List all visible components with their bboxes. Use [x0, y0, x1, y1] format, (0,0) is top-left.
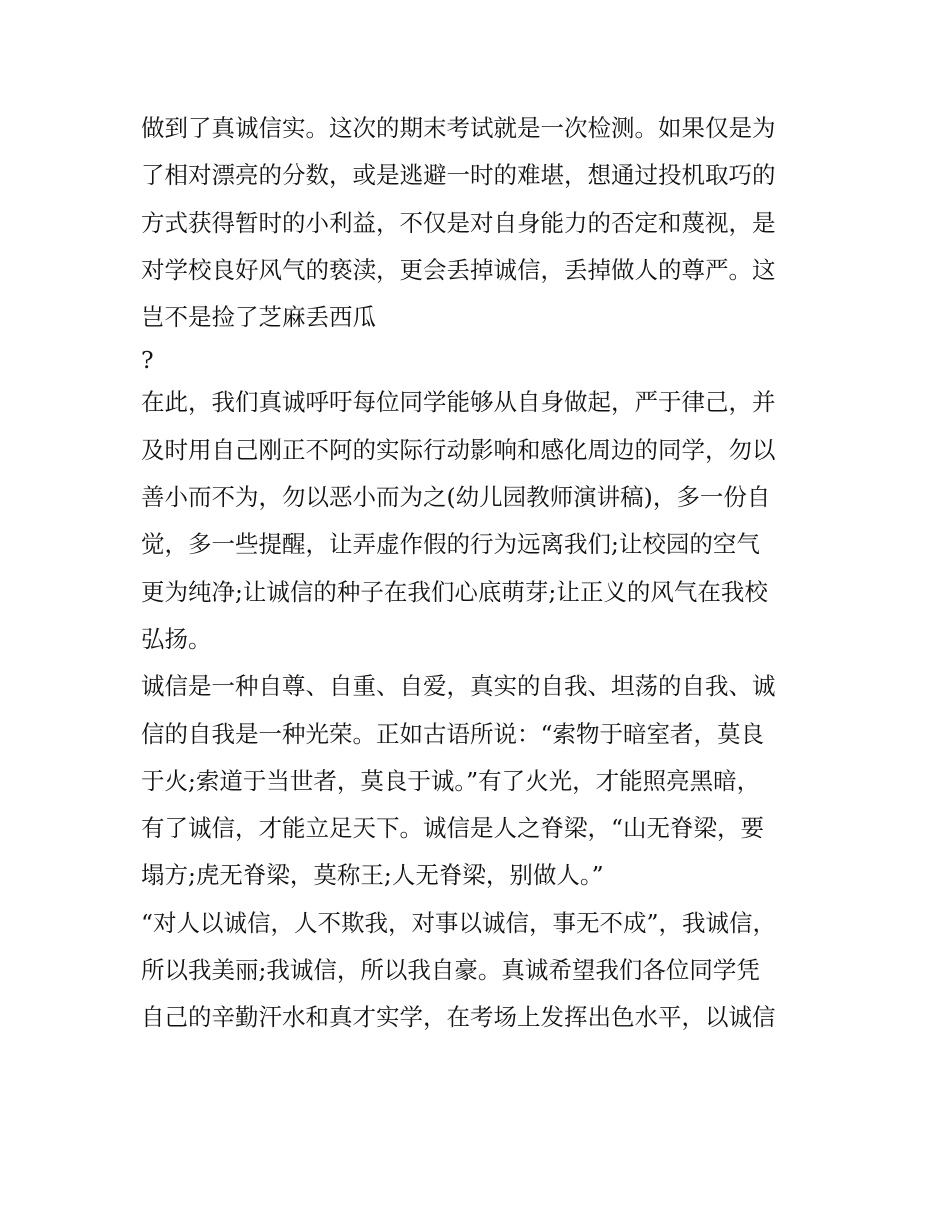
text-line: 在此，我们真诚呼吁每位同学能够从自身做起，严于律己，并: [141, 388, 776, 417]
text-line: 做到了真诚信实。这次的期末考试就是一次检测。如果仅是为: [141, 114, 776, 142]
text-line: ?: [141, 346, 154, 375]
text-line: “对人以诚信，人不欺我，对事以诚信，事无不成”，我诚信，: [141, 908, 777, 937]
text-line: 塌方;虎无脊梁，莫称王;人无脊梁，别做人。”: [141, 861, 604, 890]
text-line: 更为纯净;让诚信的种子在我们心底萌芽;让正义的风气在我校: [141, 577, 768, 606]
text-line: 方式获得暂时的小利益，不仅是对自身能力的否定和蔑视，是: [141, 208, 776, 237]
text-line: 岂不是捡了芝麻丢西瓜: [141, 303, 376, 332]
text-line: 于火;索道于当世者，莫良于诚。”有了火光，才能照亮黑暗，: [141, 766, 761, 795]
text-line: 弘扬。: [141, 624, 212, 653]
text-line: 信的自我是一种光荣。正如古语所说：“索物于暗室者，莫良: [141, 719, 765, 748]
text-line: 觉，多一些提醒，让弄虚作假的行为远离我们;让校园的空气: [141, 530, 760, 559]
text-line: 及时用自己刚正不阿的实际行动影响和感化周边的同学，勿以: [141, 435, 776, 464]
text-line: 自己的辛勤汗水和真才实学，在考场上发挥出色水平，以诚信: [141, 1003, 776, 1032]
text-line: 对学校良好风气的亵渎，更会丢掉诚信，丢掉做人的尊严。这: [141, 255, 776, 284]
text-line: 诚信是一种自尊、自重、自爱，真实的自我、坦荡的自我、诚: [141, 672, 776, 701]
text-line: 了相对漂亮的分数，或是逃避一时的难堪，想通过投机取巧的: [141, 161, 776, 190]
text-line: 有了诚信，才能立足天下。诚信是人之脊梁，“山无脊梁，要: [141, 814, 765, 843]
text-line: 所以我美丽;我诚信，所以我自豪。真诚希望我们各位同学凭: [141, 956, 760, 985]
text-line: 善小而不为，勿以恶小而为之(幼儿园教师演讲稿)，多一份自: [141, 483, 771, 512]
document-body: [141, 105, 813, 1042]
